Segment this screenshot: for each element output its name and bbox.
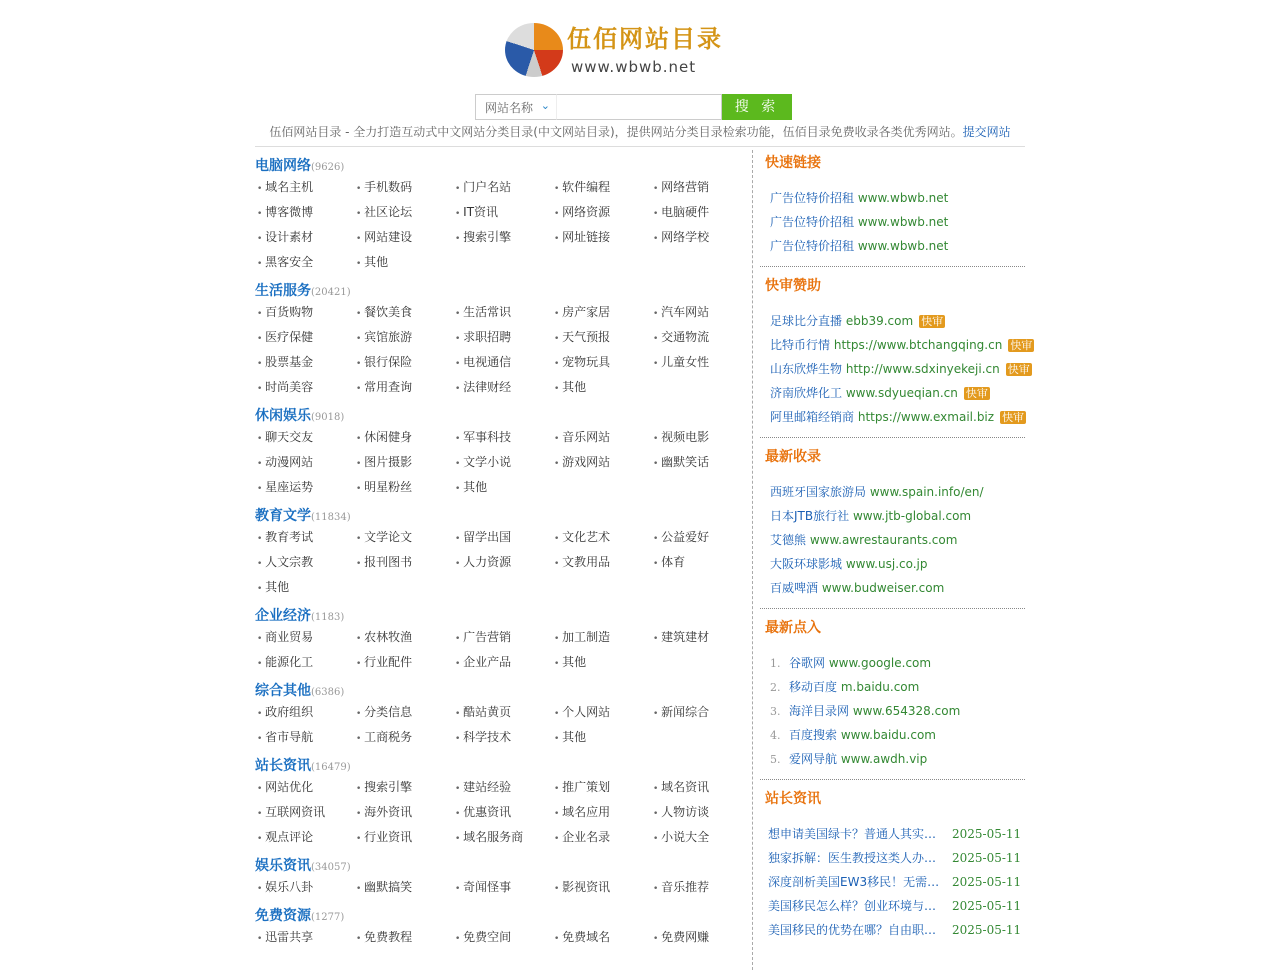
- category-section: [255, 503, 752, 600]
- link-item: [770, 675, 1025, 699]
- site-name-link[interactable]: 广告位特价招租: [770, 191, 855, 205]
- subcategory-link[interactable]: • 行业资讯: [356, 825, 455, 850]
- category-section: [255, 403, 752, 500]
- description-text: 伍佰网站目录 - 全力打造互动式中文网站分类目录(中文网站目录)，提供网站分类目录检索功能，伍佰目录免费收录各类优秀网站。: [269, 125, 963, 139]
- subcategory-link[interactable]: • 休闲健身: [356, 425, 455, 450]
- subcategory-link[interactable]: • 域名主机: [257, 175, 356, 200]
- subcategory-link[interactable]: • 游戏网站: [554, 450, 653, 475]
- subcategory-link[interactable]: • 小说大全: [653, 825, 752, 850]
- subcategory-link[interactable]: • 体育: [653, 550, 752, 575]
- category-section: [255, 903, 752, 950]
- subcategory-link[interactable]: • 社区论坛: [356, 200, 455, 225]
- site-name-link[interactable]: 艾德熊: [770, 533, 807, 547]
- subcategory-link[interactable]: • 文教用品: [554, 550, 653, 575]
- search-input[interactable]: [556, 94, 722, 120]
- subcategory-link[interactable]: • 军事科技: [455, 425, 554, 450]
- subcategory-link[interactable]: • 商业贸易: [257, 625, 356, 650]
- category-name[interactable]: 站长资讯: [255, 758, 311, 774]
- subcategory-link[interactable]: • 企业名录: [554, 825, 653, 850]
- subcategory-link[interactable]: • 科学技术: [455, 725, 554, 750]
- site-name-link[interactable]: 济南欣烨化工: [770, 386, 843, 400]
- subcategory-link[interactable]: • 汽车网站: [653, 300, 752, 325]
- hits-box: [760, 615, 1025, 780]
- subcategory-link[interactable]: • 网络资源: [554, 200, 653, 225]
- subcategory-link[interactable]: • 海外资讯: [356, 800, 455, 825]
- category-name[interactable]: 生活服务: [255, 283, 311, 299]
- subcategory-link[interactable]: • 人文宗教: [257, 550, 356, 575]
- quick-links-title: 快速链接: [765, 155, 821, 171]
- subcategory-link[interactable]: • 报刊图书: [356, 550, 455, 575]
- sponsor-box: [760, 273, 1033, 438]
- subcategory-link[interactable]: • 儿童女性: [653, 350, 752, 375]
- category-items: [255, 925, 752, 950]
- site-name-link[interactable]: 移动百度: [789, 680, 838, 694]
- news-date: 2025-05-11: [952, 851, 1022, 865]
- subcategory-link[interactable]: • 图片摄影: [356, 450, 455, 475]
- logo-emblem-icon: [505, 23, 563, 77]
- site-url-link[interactable]: www.baidu.com: [840, 728, 936, 742]
- news-box: [760, 786, 1025, 950]
- subcategory-link[interactable]: • 餐饮美食: [356, 300, 455, 325]
- subcategory-link[interactable]: • 百货购物: [257, 300, 356, 325]
- site-url-link[interactable]: www.google.com: [828, 656, 932, 670]
- subcategory-link[interactable]: • 教育考试: [257, 525, 356, 550]
- site-url-link[interactable]: www.spain.info/en/: [869, 485, 984, 499]
- rank-number: 5.: [770, 753, 781, 766]
- subcategory-link[interactable]: • 网站优化: [257, 775, 356, 800]
- site-name-link[interactable]: 广告位特价招租: [770, 239, 855, 253]
- subcategory-link[interactable]: • 电视通信: [455, 350, 554, 375]
- subcategory-link[interactable]: • 影视资讯: [554, 875, 653, 900]
- rank-number: 2.: [770, 681, 781, 694]
- subcategory-link[interactable]: • 建站经验: [455, 775, 554, 800]
- subcategory-link[interactable]: • 公益爱好: [653, 525, 752, 550]
- search-button[interactable]: 搜 索: [722, 94, 792, 120]
- subcategory-link[interactable]: • 互联网资讯: [257, 800, 356, 825]
- link-item: [770, 309, 1025, 333]
- subcategory-link[interactable]: • 农林牧渔: [356, 625, 455, 650]
- subcategory-link[interactable]: • 幽默笑话: [653, 450, 752, 475]
- category-items: [255, 525, 752, 600]
- category-items: [255, 775, 752, 850]
- subcategory-link[interactable]: • 能源化工: [257, 650, 356, 675]
- link-item: [770, 699, 1025, 723]
- subcategory-link[interactable]: • 电脑硬件: [653, 200, 752, 225]
- subcategory-link[interactable]: • 其他: [356, 250, 455, 275]
- category-name[interactable]: 娱乐资讯: [255, 858, 311, 874]
- category-name[interactable]: 免费资源: [255, 908, 311, 924]
- subcategory-link[interactable]: • 人力资源: [455, 550, 554, 575]
- news-date: 2025-05-11: [952, 827, 1022, 841]
- news-title-link[interactable]: 深度剖析美国EW3移民！无需…: [768, 875, 940, 889]
- news-date: 2025-05-11: [952, 875, 1022, 889]
- subcategory-link[interactable]: • 政府组织: [257, 700, 356, 725]
- site-name-link[interactable]: 比特币行情: [770, 338, 831, 352]
- search-type-label: 网站名称: [485, 101, 534, 115]
- sponsor-title: 快审赞助: [765, 278, 821, 294]
- subcategory-link[interactable]: • 其他: [554, 725, 653, 750]
- subcategory-link[interactable]: • 幽默搞笑: [356, 875, 455, 900]
- news-title-link[interactable]: 独家拆解：医生教授这类人办…: [768, 851, 937, 865]
- subcategory-link[interactable]: • 新闻综合: [653, 700, 752, 725]
- news-title-link[interactable]: 想申请美国绿卡？普通人其实…: [768, 827, 937, 841]
- subcategory-link[interactable]: • 企业产品: [455, 650, 554, 675]
- subcategory-link[interactable]: • 手机数码: [356, 175, 455, 200]
- category-items: [255, 875, 752, 900]
- subcategory-link[interactable]: • 网络学校: [653, 225, 752, 250]
- subcategory-link[interactable]: • 免费域名: [554, 925, 653, 950]
- quick-links-box: [760, 150, 1025, 267]
- subcategory-link[interactable]: • 观点评论: [257, 825, 356, 850]
- category-title[interactable]: [255, 903, 752, 925]
- category-count: (34057): [311, 862, 351, 873]
- news-item: [768, 918, 1025, 942]
- subcategory-link[interactable]: • 宠物玩具: [554, 350, 653, 375]
- category-section: [255, 853, 752, 900]
- category-section: [255, 278, 752, 400]
- subcategory-link[interactable]: • 个人网站: [554, 700, 653, 725]
- site-url-link[interactable]: www.sdyueqian.cn: [845, 386, 958, 400]
- category-title[interactable]: [255, 603, 752, 625]
- rank-number: 1.: [770, 657, 781, 670]
- link-item: [770, 405, 1025, 429]
- subcategory-link[interactable]: • 免费网赚: [653, 925, 752, 950]
- search-type-select[interactable]: [475, 94, 556, 120]
- site-url-link[interactable]: http://www.sdxinyekeji.cn: [845, 362, 1000, 376]
- subcategory-link[interactable]: • 推广策划: [554, 775, 653, 800]
- site-url-link[interactable]: www.wbwb.net: [857, 239, 949, 253]
- site-name-link[interactable]: 海洋目录网: [789, 704, 850, 718]
- fast-review-badge: 快审: [1010, 339, 1033, 352]
- subcategory-link[interactable]: • 其他: [554, 375, 653, 400]
- category-name[interactable]: 休闲娱乐: [255, 408, 311, 424]
- site-name-link[interactable]: 百威啤酒: [770, 581, 819, 595]
- subcategory-link[interactable]: • 银行保险: [356, 350, 455, 375]
- site-name-link[interactable]: 阿里邮箱经销商: [770, 410, 855, 424]
- category-items: [255, 625, 752, 675]
- subcategory-link[interactable]: • 房产家居: [554, 300, 653, 325]
- link-item: [770, 480, 1025, 504]
- site-url-link[interactable]: www.654328.com: [852, 704, 961, 718]
- subcategory-link[interactable]: • 网络营销: [653, 175, 752, 200]
- news-item: [768, 846, 1025, 870]
- rank-number: 4.: [770, 729, 781, 742]
- subcategory-link[interactable]: • 文学论文: [356, 525, 455, 550]
- subcategory-link[interactable]: • 加工制造: [554, 625, 653, 650]
- news-item: [768, 894, 1025, 918]
- subcategory-link[interactable]: • 文化艺术: [554, 525, 653, 550]
- news-date: 2025-05-11: [952, 923, 1022, 937]
- hits-title: 最新点入: [765, 620, 821, 636]
- link-item: [770, 357, 1030, 381]
- site-url-link[interactable]: https://www.btchangqing.cn: [833, 338, 1003, 352]
- subcategory-link[interactable]: • 网址链接: [554, 225, 653, 250]
- subcategory-link[interactable]: • 娱乐八卦: [257, 875, 356, 900]
- subcategory-link[interactable]: • 奇闻怪事: [455, 875, 554, 900]
- category-section: [255, 603, 752, 675]
- subcategory-link[interactable]: • 广告营销: [455, 625, 554, 650]
- subcategory-link[interactable]: • 交通物流: [653, 325, 752, 350]
- subcategory-link[interactable]: • 免费教程: [356, 925, 455, 950]
- category-section: [255, 678, 752, 750]
- category-name[interactable]: 教育文学: [255, 508, 311, 524]
- category-name[interactable]: 综合其他: [255, 683, 311, 699]
- rank-number: 3.: [770, 705, 781, 718]
- category-title[interactable]: [255, 403, 752, 425]
- link-item: [770, 723, 1025, 747]
- subcategory-link[interactable]: • 域名服务商: [455, 825, 554, 850]
- subcategory-link[interactable]: • 门户名站: [455, 175, 554, 200]
- site-description: [105, 124, 1175, 142]
- site-url-link[interactable]: www.awdh.vip: [840, 752, 928, 766]
- divider: [255, 146, 1025, 147]
- category-count: (16479): [311, 762, 351, 773]
- site-url-link[interactable]: m.baidu.com: [840, 680, 920, 694]
- subcategory-link[interactable]: • 求职招聘: [455, 325, 554, 350]
- category-count: (9626): [311, 162, 345, 173]
- site-name-link[interactable]: 广告位特价招租: [770, 215, 855, 229]
- fast-review-badge: 快审: [921, 315, 944, 328]
- subcategory-link[interactable]: • 行业配件: [356, 650, 455, 675]
- category-items: [255, 700, 752, 750]
- site-name-link[interactable]: 百度搜索: [789, 728, 838, 742]
- subcategory-link[interactable]: • 音乐推荐: [653, 875, 752, 900]
- link-item: [770, 651, 1025, 675]
- site-name-link[interactable]: 足球比分直播: [770, 314, 843, 328]
- category-count: (6386): [311, 687, 345, 698]
- category-title[interactable]: [255, 753, 752, 775]
- site-url-link[interactable]: ebb39.com: [845, 314, 914, 328]
- site-url-link[interactable]: www.budweiser.com: [821, 581, 945, 595]
- site-url-link[interactable]: www.wbwb.net: [857, 191, 949, 205]
- subcategory-link[interactable]: • IT资讯: [455, 200, 554, 225]
- subcategory-link[interactable]: • 搜索引擎: [356, 775, 455, 800]
- subcategory-link[interactable]: • 软件编程: [554, 175, 653, 200]
- subcategory-link[interactable]: • 时尚美容: [257, 375, 356, 400]
- subcategory-link[interactable]: • 其他: [554, 650, 653, 675]
- subcategory-link[interactable]: • 留学出国: [455, 525, 554, 550]
- subcategory-link[interactable]: • 股票基金: [257, 350, 356, 375]
- subcategory-link[interactable]: • 域名资讯: [653, 775, 752, 800]
- news-date: 2025-05-11: [952, 899, 1022, 913]
- news-title-link[interactable]: 美国移民的优势在哪？自由职…: [768, 923, 937, 937]
- subcategory-link[interactable]: • 视频电影: [653, 425, 752, 450]
- subcategory-link[interactable]: • 音乐网站: [554, 425, 653, 450]
- subcategory-link[interactable]: • 明星粉丝: [356, 475, 455, 500]
- link-item: [770, 552, 1025, 576]
- subcategory-link[interactable]: • 建筑建材: [653, 625, 752, 650]
- category-count: (9018): [311, 412, 345, 423]
- link-item: [770, 333, 1033, 357]
- link-item: [770, 186, 1025, 210]
- news-title-link[interactable]: 美国移民怎么样？创业环境与…: [768, 899, 937, 913]
- site-url-link[interactable]: www.jtb-global.com: [852, 509, 972, 523]
- fast-review-badge: 快审: [965, 387, 988, 400]
- subcategory-link[interactable]: • 聊天交友: [257, 425, 356, 450]
- link-item: [770, 528, 1025, 552]
- subcategory-link[interactable]: • 常用查询: [356, 375, 455, 400]
- category-title[interactable]: [255, 853, 752, 875]
- link-item: [770, 504, 1025, 528]
- site-logo[interactable]: [505, 20, 745, 80]
- link-item: [770, 747, 1025, 771]
- subcategory-link[interactable]: • 设计素材: [257, 225, 356, 250]
- subcategory-link[interactable]: • 星座运势: [257, 475, 356, 500]
- site-url-link[interactable]: https://www.exmail.biz: [857, 410, 995, 424]
- latest-title: 最新收录: [765, 449, 821, 465]
- category-title[interactable]: [255, 153, 752, 175]
- search-bar: [475, 94, 792, 120]
- subcategory-link[interactable]: • 优惠资讯: [455, 800, 554, 825]
- logo-domain: www.wbwb.net: [571, 58, 697, 76]
- site-url-link[interactable]: www.usj.co.jp: [845, 557, 928, 571]
- latest-box: [760, 444, 1025, 609]
- site-name-link[interactable]: 爱网导航: [789, 752, 838, 766]
- subcategory-link[interactable]: • 工商税务: [356, 725, 455, 750]
- subcategory-link[interactable]: • 分类信息: [356, 700, 455, 725]
- site-name-link[interactable]: 谷歌网: [789, 656, 826, 670]
- logo-title: 伍佰网站目录: [567, 25, 723, 53]
- news-item: [768, 822, 1025, 846]
- link-item: [770, 210, 1025, 234]
- subcategory-link[interactable]: • 医疗保健: [257, 325, 356, 350]
- site-url-link[interactable]: www.awrestaurants.com: [809, 533, 958, 547]
- subcategory-link[interactable]: • 宾馆旅游: [356, 325, 455, 350]
- category-title[interactable]: [255, 678, 752, 700]
- category-count: (11834): [311, 512, 351, 523]
- fast-review-badge: 快审: [1002, 411, 1025, 424]
- subcategory-link[interactable]: • 文学小说: [455, 450, 554, 475]
- subcategory-link[interactable]: • 酷站黄页: [455, 700, 554, 725]
- link-item: [770, 576, 1025, 600]
- subcategory-link[interactable]: • 法律财经: [455, 375, 554, 400]
- site-name-link[interactable]: 西班牙国家旅游局: [770, 485, 867, 499]
- link-item: [770, 234, 1025, 258]
- category-section: [255, 753, 752, 850]
- category-title[interactable]: [255, 278, 752, 300]
- category-section: [255, 153, 752, 275]
- category-name[interactable]: 电脑网络: [255, 158, 311, 174]
- category-name[interactable]: 企业经济: [255, 608, 311, 624]
- link-item: [770, 381, 1025, 405]
- chevron-down-icon: ⌄: [540, 99, 550, 112]
- category-list: [255, 150, 753, 970]
- category-items: [255, 175, 752, 275]
- subcategory-link[interactable]: • 其他: [257, 575, 356, 600]
- subcategory-link[interactable]: • 网站建设: [356, 225, 455, 250]
- subcategory-link[interactable]: • 人物访谈: [653, 800, 752, 825]
- category-count: (20421): [311, 287, 351, 298]
- subcategory-link[interactable]: • 天气预报: [554, 325, 653, 350]
- category-count: (1277): [311, 912, 345, 923]
- fast-review-badge: 快审: [1007, 363, 1030, 376]
- category-items: [255, 425, 752, 500]
- subcategory-link[interactable]: • 黑客安全: [257, 250, 356, 275]
- subcategory-link[interactable]: • 搜索引擎: [455, 225, 554, 250]
- subcategory-link[interactable]: • 免费空间: [455, 925, 554, 950]
- news-title: 站长资讯: [765, 791, 821, 807]
- site-name-link[interactable]: 日本JTB旅行社: [770, 509, 850, 523]
- category-title[interactable]: [255, 503, 752, 525]
- subcategory-link[interactable]: • 域名应用: [554, 800, 653, 825]
- subcategory-link[interactable]: • 其他: [455, 475, 554, 500]
- category-count: (1183): [311, 612, 345, 623]
- subcategory-link[interactable]: • 动漫网站: [257, 450, 356, 475]
- subcategory-link[interactable]: • 省市导航: [257, 725, 356, 750]
- subcategory-link[interactable]: • 生活常识: [455, 300, 554, 325]
- news-item: [768, 870, 1025, 894]
- subcategory-link[interactable]: • 博客微博: [257, 200, 356, 225]
- category-items: [255, 300, 752, 400]
- site-name-link[interactable]: 山东欣烨生物: [770, 362, 843, 376]
- site-url-link[interactable]: www.wbwb.net: [857, 215, 949, 229]
- sidebar: [760, 150, 1033, 956]
- site-name-link[interactable]: 大阪环球影城: [770, 557, 843, 571]
- submit-site-link[interactable]: 提交网站: [962, 125, 1011, 139]
- subcategory-link[interactable]: • 迅雷共享: [257, 925, 356, 950]
